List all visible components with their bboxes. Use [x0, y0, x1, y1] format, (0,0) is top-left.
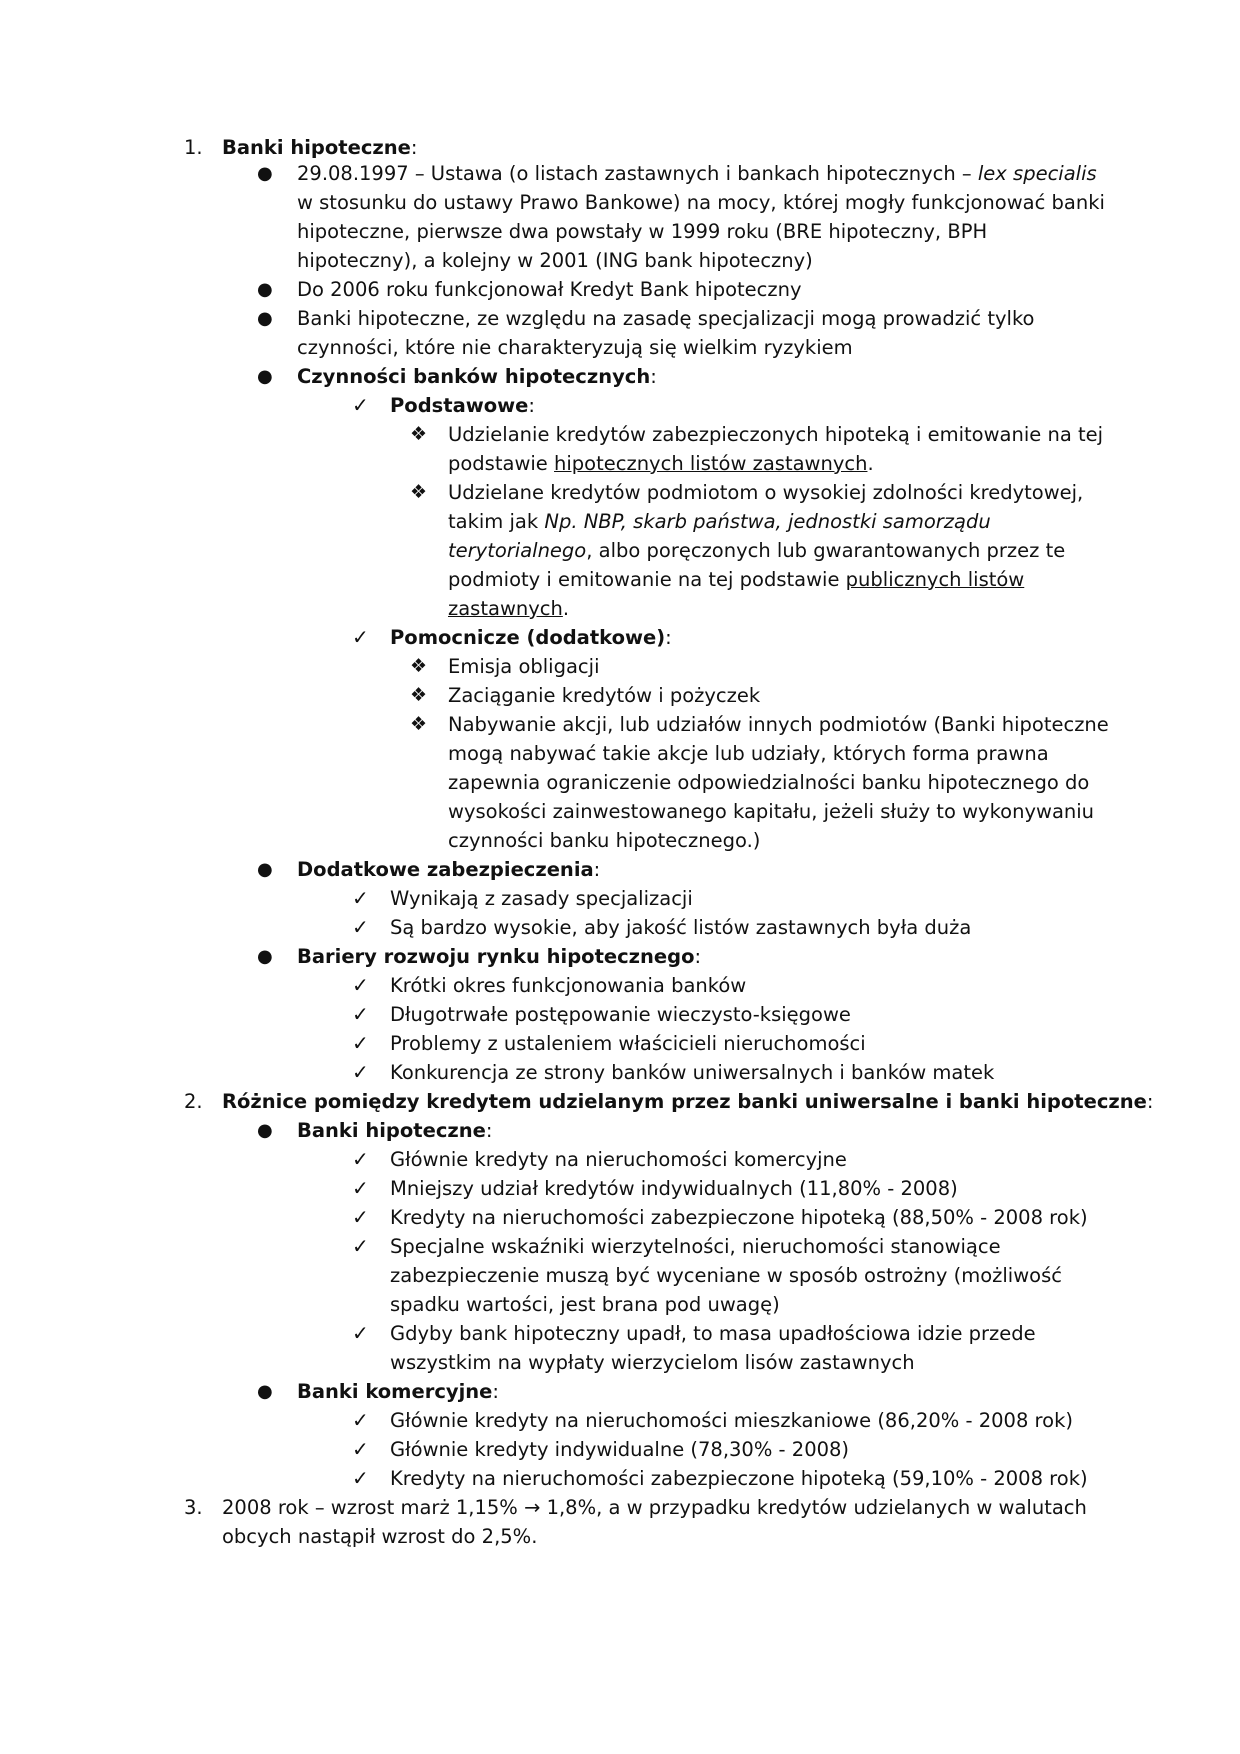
paragraph-line: Konkurencja ze strony banków uniwersalnych i banków matek	[390, 1061, 995, 1084]
paragraph-line: w stosunku do ustawy Prawo Bankowe) na mocy, której mogły funkcjonować banki	[297, 191, 1105, 214]
paragraph-line: wysokości zainwestowanego kapitału, jeżeli służy to wykonywaniu	[448, 800, 1095, 823]
paragraph-line: Udzielane kredytów podmiotom o wysokiej zdolności kredytowej,	[448, 481, 1084, 504]
subsection-heading: Banki komercyjne:	[297, 1380, 499, 1403]
check-icon: ✓	[352, 1437, 369, 1461]
section-number: 3.	[184, 1496, 203, 1519]
check-icon: ✓	[352, 1176, 369, 1200]
paragraph-line: Zaciąganie kredytów i pożyczek	[448, 684, 761, 707]
diamond-icon: ❖	[410, 684, 428, 706]
paragraph-line: Głównie kredyty na nieruchomości mieszkaniowe (86,20% - 2008 rok)	[390, 1409, 1073, 1432]
check-icon: ✓	[352, 1060, 369, 1084]
paragraph-line: czynności, które nie charakteryzują się wielkim ryzykiem	[297, 336, 853, 359]
check-icon: ✓	[352, 1031, 369, 1055]
bullet-icon: ●	[257, 946, 273, 967]
paragraph-line: Problemy z ustaleniem właścicieli nieruchomości	[390, 1032, 866, 1055]
paragraph-line: Krótki okres funkcjonowania banków	[390, 974, 747, 997]
diamond-icon: ❖	[410, 423, 428, 445]
paragraph-line: hipoteczny), a kolejny w 2001 (ING bank hipoteczny)	[297, 249, 813, 272]
paragraph-line: terytorialnego, albo poręczonych lub gwarantowanych przez te	[448, 539, 1066, 562]
bullet-icon: ●	[257, 859, 273, 880]
paragraph-line: 29.08.1997 – Ustawa (o listach zastawnych i bankach hipotecznych – lex specialis	[297, 162, 1097, 185]
check-icon: ✓	[352, 625, 369, 649]
paragraph-line: obcych nastąpił wzrost do 2,5%.	[222, 1525, 538, 1548]
bullet-icon: ●	[257, 308, 273, 329]
paragraph-line: Udzielanie kredytów zabezpieczonych hipoteką i emitowanie na tej	[448, 423, 1104, 446]
subsection-heading: Czynności banków hipotecznych:	[297, 365, 657, 388]
section-number: 1.	[184, 136, 203, 159]
paragraph-line: Gdyby bank hipoteczny upadł, to masa upadłościowa idzie przede	[390, 1322, 1036, 1345]
paragraph-line: Głównie kredyty na nieruchomości komercyjne	[390, 1148, 847, 1171]
paragraph-line: Mniejszy udział kredytów indywidualnych (11,80% - 2008)	[390, 1177, 958, 1200]
paragraph-line: Kredyty na nieruchomości zabezpieczone hipoteką (59,10% - 2008 rok)	[390, 1467, 1088, 1490]
diamond-icon: ❖	[410, 481, 428, 503]
paragraph-line: zastawnych.	[448, 597, 570, 620]
paragraph-line: Wynikają z zasady specjalizacji	[390, 887, 693, 910]
paragraph-line: Banki hipoteczne, ze względu na zasadę specjalizacji mogą prowadzić tylko	[297, 307, 1035, 330]
section-heading: Różnice pomiędzy kredytem udzielanym przez banki uniwersalne i banki hipoteczne:	[222, 1090, 1154, 1113]
bullet-icon: ●	[257, 163, 273, 184]
paragraph-line: Emisja obligacji	[448, 655, 600, 678]
paragraph-line: spadku wartości, jest brana pod uwagę)	[390, 1293, 780, 1316]
paragraph-line: czynności banku hipotecznego.)	[448, 829, 761, 852]
paragraph-line: podmioty i emitowanie na tej podstawie publicznych listów	[448, 568, 1025, 591]
paragraph-line: Kredyty na nieruchomości zabezpieczone hipoteką (88,50% - 2008 rok)	[390, 1206, 1088, 1229]
subsection-heading: Banki hipoteczne:	[297, 1119, 493, 1142]
paragraph-line: Specjalne wskaźniki wierzytelności, nieruchomości stanowiące	[390, 1235, 1001, 1258]
check-icon: ✓	[352, 1205, 369, 1229]
check-icon: ✓	[352, 1234, 369, 1258]
paragraph-line: podstawie hipotecznych listów zastawnych.	[448, 452, 874, 475]
paragraph-line: mogą nabywać takie akcje lub udziały, których forma prawna	[448, 742, 1049, 765]
check-icon: ✓	[352, 915, 369, 939]
paragraph-line: hipoteczne, pierwsze dwa powstały w 1999 roku (BRE hipoteczny, BPH	[297, 220, 988, 243]
diamond-icon: ❖	[410, 655, 428, 677]
paragraph-line: wszystkim na wypłaty wierzycielom lisów zastawnych	[390, 1351, 915, 1374]
paragraph-line: takim jak Np. NBP, skarb państwa, jednostki samorządu	[448, 510, 991, 533]
bullet-icon: ●	[257, 1120, 273, 1141]
check-icon: ✓	[352, 1408, 369, 1432]
check-icon: ✓	[352, 886, 369, 910]
check-icon: ✓	[352, 1466, 369, 1490]
subsection-heading: Pomocnicze (dodatkowe):	[390, 626, 672, 649]
paragraph-line: zabezpieczenie muszą być wyceniane w sposób ostrożny (możliwość	[390, 1264, 1062, 1287]
section-number: 2.	[184, 1090, 203, 1113]
paragraph-line: Głównie kredyty indywidualne (78,30% - 2008)	[390, 1438, 850, 1461]
section-heading: Banki hipoteczne:	[222, 136, 418, 159]
check-icon: ✓	[352, 1321, 369, 1345]
subsection-heading: Bariery rozwoju rynku hipotecznego:	[297, 945, 702, 968]
check-icon: ✓	[352, 973, 369, 997]
paragraph-line: 2008 rok – wzrost marż 1,15% → 1,8%, a w przypadku kredytów udzielanych w walutach	[222, 1496, 1087, 1519]
bullet-icon: ●	[257, 1381, 273, 1402]
paragraph-line: Są bardzo wysokie, aby jakość listów zastawnych była duża	[390, 916, 972, 939]
diamond-icon: ❖	[410, 713, 428, 735]
bullet-icon: ●	[257, 279, 273, 300]
paragraph-line: Długotrwałe postępowanie wieczysto-księgowe	[390, 1003, 851, 1026]
bullet-icon: ●	[257, 366, 273, 387]
paragraph-line: zapewnia ograniczenie odpowiedzialności banku hipotecznego do	[448, 771, 1090, 794]
paragraph-line: Nabywanie akcji, lub udziałów innych podmiotów (Banki hipoteczne	[448, 713, 1109, 736]
subsection-heading: Podstawowe:	[390, 394, 535, 417]
subsection-heading: Dodatkowe zabezpieczenia:	[297, 858, 601, 881]
check-icon: ✓	[352, 393, 369, 417]
paragraph-line: Do 2006 roku funkcjonował Kredyt Bank hipoteczny	[297, 278, 802, 301]
check-icon: ✓	[352, 1002, 369, 1026]
check-icon: ✓	[352, 1147, 369, 1171]
